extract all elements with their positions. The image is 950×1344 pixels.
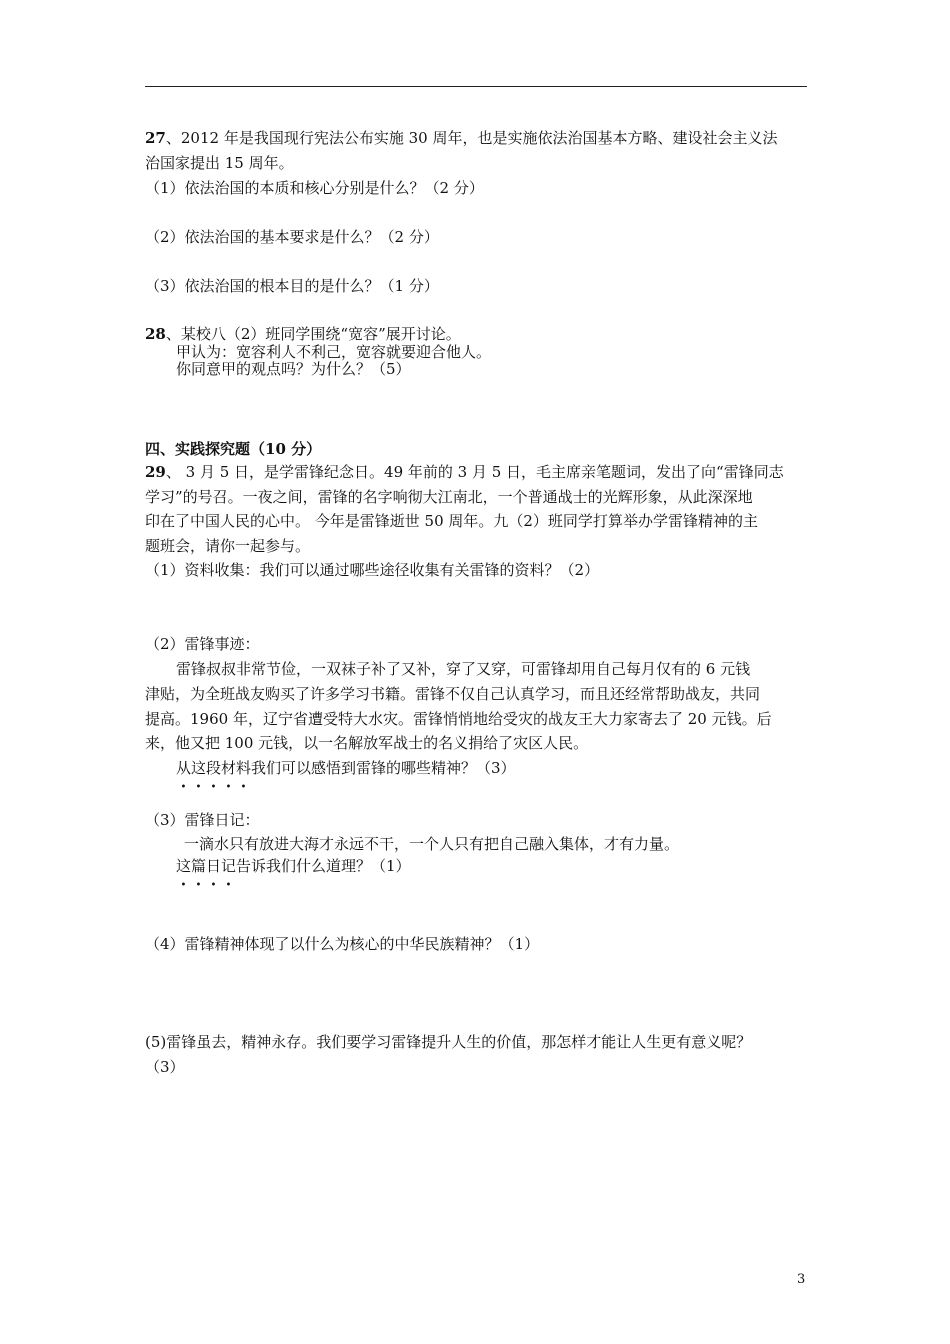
- emphasis-dots: • • • • •: [180, 782, 247, 793]
- q29-number: 29: [145, 463, 166, 481]
- q29-sub3-title: （3）雷锋日记：: [145, 811, 260, 829]
- q27-number: 27: [145, 129, 166, 147]
- q29-intro1: 29、 3 月 5 日，是学雷锋纪念日。49 年前的 3 月 5 日，毛主席亲笔题词，发出了向“雷锋同志: [145, 463, 784, 481]
- q29-sub2-title: （2）雷锋事迹：: [145, 635, 260, 653]
- q29-intro3: 印在了中国人民的心中。 今年是雷锋逝世 50 周年。九（2）班同学打算举办学雷锋精神的主: [145, 512, 758, 530]
- emphasis-text: 这篇日记 • • • •: [176, 857, 237, 891]
- q29-sub2-p2: 津贴，为全班战友购买了许多学习书籍。雷锋不仅自己认真学习，而且还经常帮助战友，共同: [145, 685, 761, 703]
- q29-sub3-question: 这篇日记 • • • • 告诉我们什么道理？（1）: [176, 857, 411, 891]
- q29-intro2: 学习”的号召。一夜之间，雷锋的名字响彻大江南北，一个普通战士的光辉形象，从此深深地: [145, 488, 753, 506]
- q29-sub4: （4）雷锋精神体现了以什么为核心的中华民族精神？（1）: [145, 935, 540, 953]
- q29-intro4: 题班会，请你一起参与。: [145, 537, 311, 555]
- emphasis-dots: • • • •: [180, 880, 232, 891]
- q29-sub2-p3: 提高。1960 年，辽宁省遭受特大水灾。雷锋悄悄地给受灾的战友王大力家寄去了 20 元钱。后: [145, 710, 772, 728]
- section4-title: 四、实践探究题（10 分）: [145, 440, 322, 458]
- emphasis-text: 从这段材料 • • • • •: [176, 759, 252, 793]
- q27-line2: 治国家提出 15 周年。: [145, 154, 294, 172]
- q27-sub1: （1）依法治国的本质和核心分别是什么？（2 分）: [145, 179, 484, 197]
- q27-sub3: （3）依法治国的根本目的是什么？（1 分）: [145, 277, 439, 295]
- q29-sub1: （1）资料收集：我们可以通过哪些途径收集有关雷锋的资料？（2）: [145, 561, 600, 579]
- q27-sub2: （2）依法治国的基本要求是什么？（2 分）: [145, 228, 439, 246]
- q28-line3: 你同意甲的观点吗？为什么？（5）: [176, 360, 411, 378]
- q29-sub3-p1: 一滴水只有放进大海才永远不干，一个人只有把自己融入集体，才有力量。: [184, 835, 680, 853]
- q28-line2: 甲认为：宽容利人不利己，宽容就要迎合他人。: [176, 343, 492, 361]
- q28-number: 28: [145, 325, 166, 343]
- page-number: 3: [797, 1272, 806, 1287]
- q29-sub2-question: 从这段材料 • • • • • 我们可以感悟到雷锋的哪些精神？（3）: [176, 759, 516, 793]
- q27-line1: 27、2012 年是我国现行宪法公布实施 30 周年，也是实施依法治国基本方略、建设社会主义法: [145, 129, 778, 147]
- q29-sub2-p1: 雷锋叔叔非常节俭，一双袜子补了又补，穿了又穿，可雷锋却用自己每月仅有的 6 元钱: [176, 660, 751, 678]
- q28-line1: 28、某校八（2）班同学围绕“宽容”展开讨论。: [145, 325, 461, 343]
- q29-sub5-line1: (5)雷锋虽去，精神永存。我们要学习雷锋提升人生的价值，那怎样才能让人生更有意义呢？: [145, 1033, 752, 1051]
- q29-sub5-line2: （3）: [145, 1058, 185, 1076]
- header-rule: [145, 86, 807, 87]
- q29-sub2-p4: 来，他又把 100 元钱，以一名解放军战士的名义捐给了灾区人民。: [145, 734, 589, 752]
